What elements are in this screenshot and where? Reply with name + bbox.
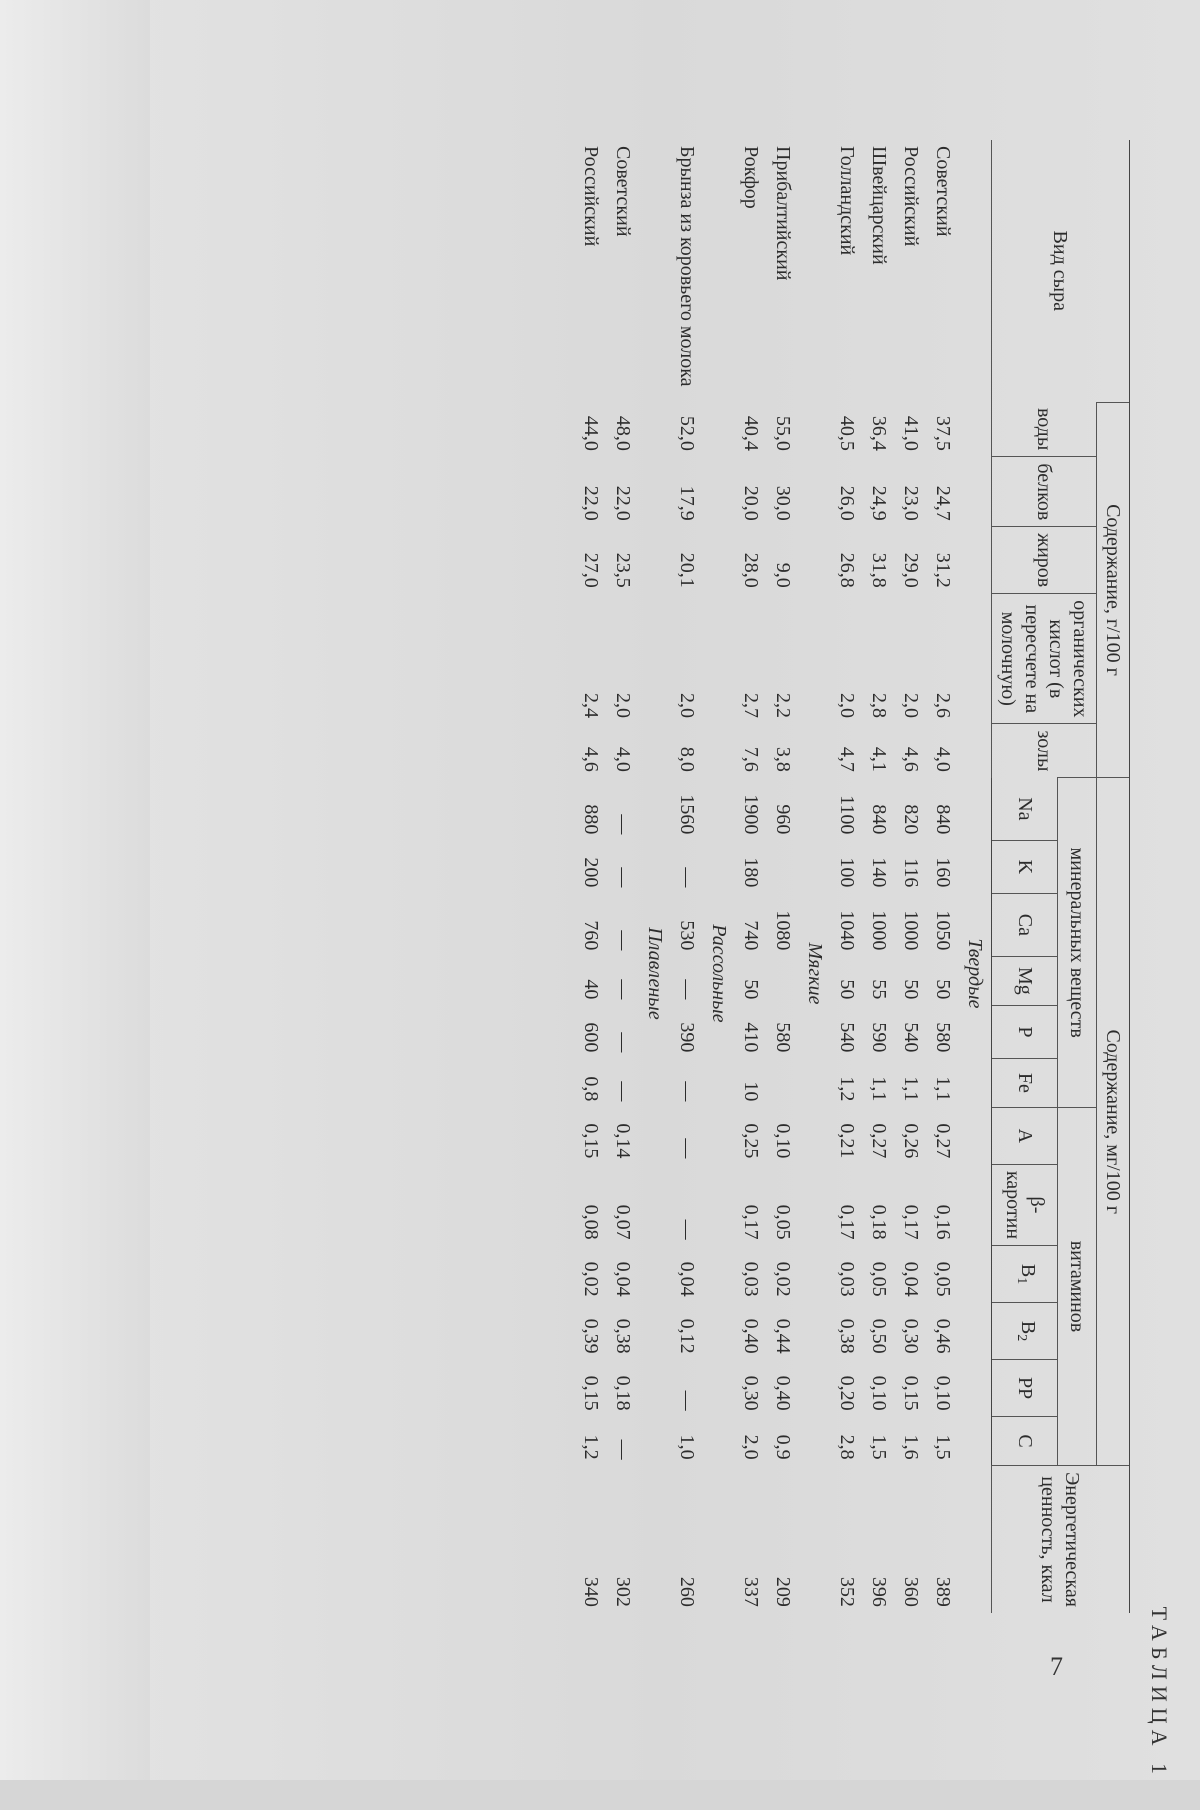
value-cell: 0,04 [612,1261,634,1297]
header-mg: Mg [992,956,1059,1005]
header-k: K [992,840,1059,893]
value-cell: 0,27 [932,1123,954,1159]
value-cell: 26,0 [836,485,858,521]
value-cell: 880 [580,804,602,835]
value-cell: 4,0 [932,746,954,772]
value-cell: 23,5 [612,552,634,588]
value-cell: 0,10 [932,1375,954,1411]
rotated-table-block [140,110,1180,1810]
value-cell: 352 [836,1576,858,1607]
value-cell: 2,0 [900,692,922,718]
value-cell: 0,30 [740,1375,762,1411]
value-cell: 40 [580,979,602,1000]
value-cell: — [676,1081,698,1102]
value-cell: 0,04 [900,1261,922,1297]
value-cell: 820 [900,804,922,835]
value-cell: 3,8 [772,746,794,772]
header-organic-acids: органических кислот (в пересчете на молочную) [992,594,1097,724]
value-cell: 0,04 [676,1261,698,1297]
value-cell: 760 [580,920,602,951]
value-cell: 9,0 [772,562,794,588]
header-fat: жиров [992,527,1097,594]
value-cell: 2,2 [772,692,794,718]
value-cell: 0,12 [676,1318,698,1354]
value-cell: 2,0 [836,692,858,718]
value-cell: 530 [676,920,698,951]
value-cell: 410 [740,1022,762,1053]
table-group-row [959,140,992,1613]
cheese-name-cell: Рокфор [740,146,762,209]
value-cell: 41,0 [900,415,922,451]
value-cell: 1040 [836,910,858,951]
value-cell: 1,5 [932,1434,954,1460]
value-cell: 2,7 [740,692,762,718]
value-cell: — [612,1439,634,1460]
cheese-name-cell: Советский [612,146,634,237]
value-cell: 0,15 [900,1375,922,1411]
header-energy: Энергетическая ценность, ккал [992,1466,1130,1613]
value-cell: 22,0 [612,485,634,521]
table-row [927,140,959,1613]
value-cell: 0,18 [868,1204,890,1240]
cheese-name-cell: Брынза из коровьего молока [676,146,698,387]
header-ash: золы [992,724,1097,778]
value-cell: 1,5 [868,1434,890,1460]
value-cell: 4,0 [612,746,634,772]
group-label: Твердые [964,938,986,1009]
value-cell: 28,0 [740,552,762,588]
header-mineral-substances: минеральных веществ [1058,778,1097,1108]
value-cell: 50 [740,979,762,1000]
value-cell: 160 [932,857,954,888]
value-cell: 1080 [772,910,794,951]
header-na: Na [992,778,1059,841]
value-cell: 740 [740,920,762,951]
cheese-composition-table [575,140,1130,1613]
value-cell: 0,46 [932,1318,954,1354]
value-cell: 960 [772,804,794,835]
value-cell: 0,25 [740,1123,762,1159]
value-cell: 2,0 [676,692,698,718]
value-cell: 55 [868,979,890,1000]
value-cell: 31,2 [932,552,954,588]
value-cell: 20,1 [676,552,698,588]
value-cell: 1050 [932,910,954,951]
header-beta-carotene: β-каротин [992,1164,1059,1245]
value-cell: 52,0 [676,415,698,451]
value-cell: 0,9 [772,1434,794,1460]
value-cell: 27,0 [580,552,602,588]
value-cell: 0,8 [580,1076,602,1102]
value-cell: 4,6 [900,746,922,772]
value-cell: 0,03 [740,1261,762,1297]
value-cell: 8,0 [676,746,698,772]
value-cell: 30,0 [772,485,794,521]
value-cell: 0,15 [580,1375,602,1411]
value-cell: 540 [836,1022,858,1053]
value-cell: 2,0 [612,692,634,718]
header-protein: белков [992,457,1097,527]
cheese-name-cell: Голландский [836,146,858,256]
value-cell: 7,6 [740,746,762,772]
value-cell: 0,26 [900,1123,922,1159]
table-row [575,140,607,1613]
cheese-name-cell: Прибалтийский [772,146,794,281]
value-cell: — [612,1081,634,1102]
value-cell: 590 [868,1022,890,1053]
value-cell: — [676,1219,698,1240]
value-cell: 540 [900,1022,922,1053]
value-cell: 10 [740,1081,762,1102]
value-cell: — [676,1390,698,1411]
value-cell: 50 [836,979,858,1000]
value-cell: 24,9 [868,485,890,521]
value-cell: 48,0 [612,415,634,451]
value-cell: 390 [676,1022,698,1053]
value-cell: 1100 [836,795,858,835]
header-ca: Ca [992,893,1059,956]
value-cell: — [612,814,634,835]
value-cell: 1,6 [900,1434,922,1460]
value-cell: 0,07 [612,1204,634,1240]
value-cell: 20,0 [740,485,762,521]
value-cell: 0,39 [580,1318,602,1354]
value-cell: 37,5 [932,415,954,451]
value-cell: 600 [580,1022,602,1053]
value-cell: 0,50 [868,1318,890,1354]
header-cheese-kind: Вид сыра [992,140,1130,402]
table-row [607,140,639,1613]
value-cell: — [612,930,634,951]
value-cell: 389 [932,1576,954,1607]
value-cell: — [612,1032,634,1053]
value-cell [767,956,799,1005]
value-cell: 396 [868,1576,890,1607]
value-cell: 1000 [900,910,922,951]
value-cell: — [676,979,698,1000]
value-cell: 0,10 [868,1375,890,1411]
value-cell: 0,05 [772,1204,794,1240]
value-cell: 1,1 [932,1076,954,1102]
table-row [831,140,863,1613]
value-cell [767,840,799,893]
value-cell: 1000 [868,910,890,951]
value-cell: 209 [772,1576,794,1607]
header-vitamin-c: C [992,1417,1059,1466]
header-vitamin-b1: $B_1$ [992,1246,1059,1303]
value-cell: 360 [900,1576,922,1607]
header-vitamin-a: A [992,1107,1059,1164]
value-cell: 0,17 [900,1204,922,1240]
value-cell: — [612,867,634,888]
table-title: ТАБЛИЦА 1 [1147,1606,1172,1780]
value-cell: 0,17 [740,1204,762,1240]
value-cell: 26,8 [836,552,858,588]
value-cell: 0,02 [580,1261,602,1297]
value-cell: 0,15 [580,1123,602,1159]
value-cell: 0,16 [932,1204,954,1240]
value-cell: 55,0 [772,415,794,451]
table-row [767,140,799,1613]
value-cell: 4,7 [836,746,858,772]
value-cell: 0,08 [580,1204,602,1240]
value-cell: 840 [868,804,890,835]
value-cell: 50 [932,979,954,1000]
value-cell: 1,2 [836,1076,858,1102]
value-cell: 2,8 [836,1434,858,1460]
value-cell: 1,1 [900,1076,922,1102]
value-cell: 24,7 [932,485,954,521]
cheese-name-cell: Российский [580,146,602,247]
value-cell: 0,18 [612,1375,634,1411]
value-cell: 29,0 [900,552,922,588]
value-cell: 2,6 [932,692,954,718]
value-cell: 0,20 [836,1375,858,1411]
header-p: P [992,1005,1059,1058]
value-cell: — [676,867,698,888]
table-row [671,140,703,1613]
table-group-row [639,140,671,1613]
page-margin [0,0,150,1780]
value-cell: 1,0 [676,1434,698,1460]
value-cell: 140 [868,857,890,888]
value-cell: 22,0 [580,485,602,521]
header-vitamins: витаминов [1058,1107,1097,1465]
value-cell: — [676,1138,698,1159]
header-content-mg: Содержание, мг/100 г [1097,778,1130,1466]
value-cell: 340 [580,1576,602,1607]
value-cell: 0,05 [868,1261,890,1297]
value-cell: 44,0 [580,415,602,451]
value-cell: 0,44 [772,1318,794,1354]
value-cell: 0,40 [772,1375,794,1411]
value-cell: 0,38 [836,1318,858,1354]
table-row [735,140,767,1613]
value-cell: 4,1 [868,746,890,772]
value-cell: 337 [740,1576,762,1607]
header-vitamin-pp: PP [992,1360,1059,1417]
table-group-row [703,140,735,1613]
value-cell: 1,2 [580,1434,602,1460]
header-vitamin-b2: $B_2$ [992,1303,1059,1360]
table-body [575,140,992,1613]
value-cell: 0,40 [740,1318,762,1354]
value-cell: 1,1 [868,1076,890,1102]
value-cell: 1900 [740,794,762,835]
group-label: Рассольные [708,924,730,1023]
value-cell: 31,8 [868,552,890,588]
header-content-g: Содержание, г/100 г [1097,402,1130,778]
value-cell: 50 [900,979,922,1000]
value-cell: 100 [836,857,858,888]
group-label: Плавленые [644,927,666,1020]
table-row [895,140,927,1613]
value-cell: 40,4 [740,415,762,451]
value-cell: 0,17 [836,1204,858,1240]
value-cell: 840 [932,804,954,835]
value-cell: 260 [676,1576,698,1607]
value-cell: 0,14 [612,1123,634,1159]
value-cell: 580 [932,1022,954,1053]
value-cell: 0,10 [772,1123,794,1159]
value-cell: 0,02 [772,1261,794,1297]
value-cell: — [612,979,634,1000]
value-cell: 40,5 [836,415,858,451]
header-water: воды [992,402,1097,457]
value-cell: 36,4 [868,415,890,451]
value-cell: 116 [900,858,922,888]
value-cell: 0,03 [836,1261,858,1297]
cheese-name-cell: Швейцарский [868,146,890,265]
table-row [863,140,895,1613]
value-cell: 180 [740,857,762,888]
value-cell: 0,38 [612,1318,634,1354]
cheese-name-cell: Советский [932,146,954,237]
value-cell: 0,21 [836,1123,858,1159]
value-cell: 0,05 [932,1261,954,1297]
value-cell: 2,4 [580,692,602,718]
value-cell: 2,0 [740,1434,762,1460]
cheese-name-cell: Российский [900,146,922,247]
group-label: Мягкие [804,942,826,1005]
value-cell: 0,27 [868,1123,890,1159]
value-cell: 1560 [676,794,698,835]
value-cell [767,1058,799,1107]
value-cell: 302 [612,1576,634,1607]
value-cell: 4,6 [580,746,602,772]
value-cell: 2,8 [868,692,890,718]
header-fe: Fe [992,1058,1059,1107]
value-cell: 23,0 [900,485,922,521]
value-cell: 0,30 [900,1318,922,1354]
value-cell: 580 [772,1022,794,1053]
page-number: 7 [1050,1652,1063,1681]
value-cell: 17,9 [676,485,698,521]
value-cell: 200 [580,857,602,888]
table-group-row [799,140,831,1613]
